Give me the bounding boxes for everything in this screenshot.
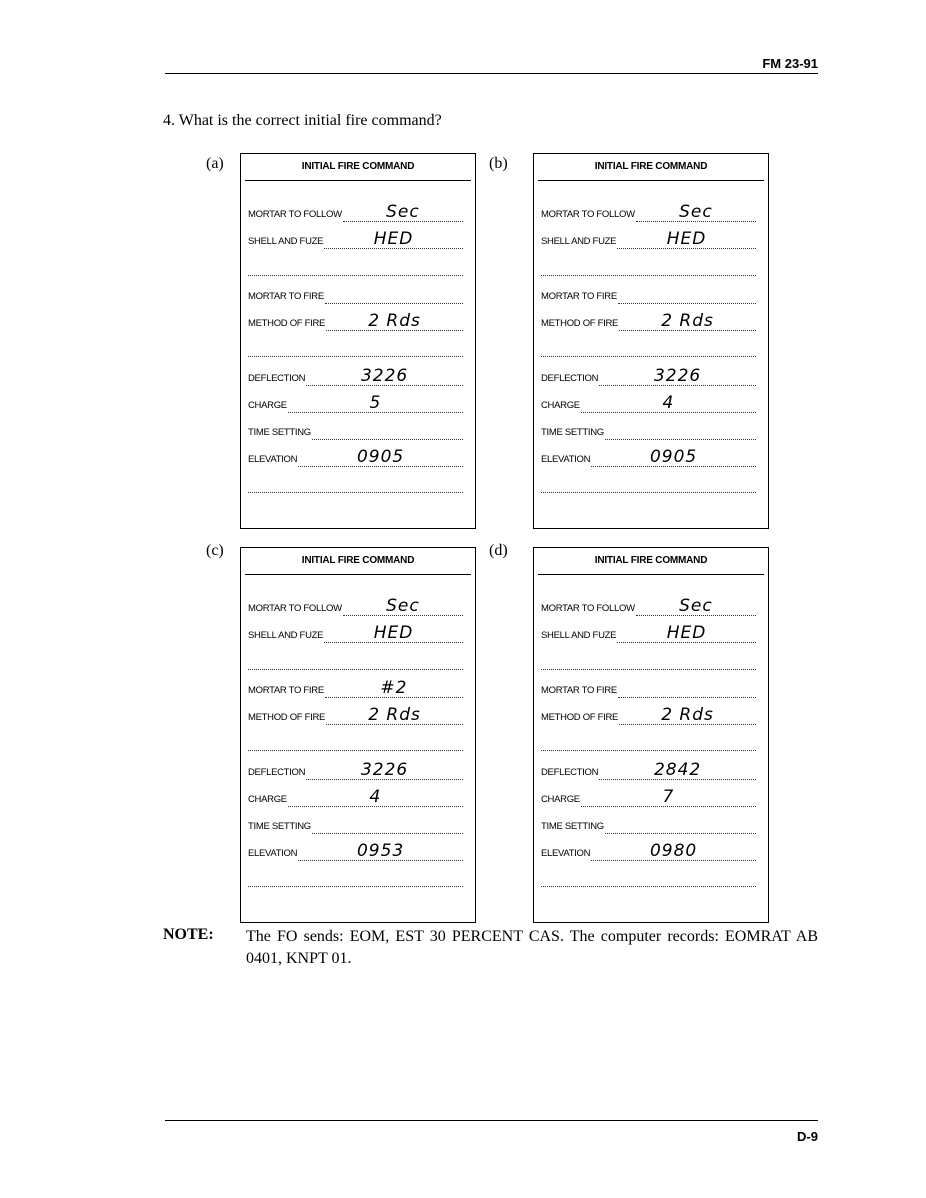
choice-letter-b: (b) [489,155,508,172]
handwritten-value: 3226 [360,760,409,780]
field-label: CHARGE [541,400,580,411]
handwritten-value: Sec [679,202,713,222]
charge-row [248,787,463,807]
handwritten-value: 4 [662,393,675,413]
shell-and-fuze-row [541,229,756,249]
handwritten-value: 0953 [356,841,405,861]
mortar-to-follow-row [248,596,463,616]
field-label: SHELL AND FUZE [248,236,324,247]
handwritten-value: 3226 [360,366,409,386]
choice-letter-c: (c) [206,542,224,559]
field-label: TIME SETTING [248,821,311,832]
elevation-row [541,447,756,467]
method-of-fire-row [248,311,463,331]
choice-letter-a: (a) [206,155,224,172]
separator-line [541,886,756,887]
field-label: METHOD OF FIRE [248,318,326,329]
method-of-fire-row [248,705,463,725]
field-label: MORTAR TO FIRE [541,291,617,302]
card-title: INITIAL FIRE COMMAND [538,548,764,575]
separator-line [248,750,463,751]
shell-and-fuze-row [248,623,463,643]
handwritten-value: 7 [662,787,675,807]
handwritten-value: 5 [369,393,382,413]
mortar-to-follow-row [248,202,463,222]
page-footer [165,1120,818,1144]
field-label: SHELL AND FUZE [541,630,617,641]
handwritten-value: HED [666,229,707,249]
mortar-to-follow-row [541,596,756,616]
handwritten-value: HED [666,623,707,643]
handwritten-value: #2 [380,678,408,698]
shell-and-fuze-row [541,623,756,643]
field-label: SHELL AND FUZE [248,630,324,641]
field-label: DEFLECTION [248,373,306,384]
field-label: MORTAR TO FIRE [248,291,324,302]
field-label: METHOD OF FIRE [541,712,619,723]
elevation-row [248,841,463,861]
mortar-to-fire-row [541,684,756,698]
method-of-fire-row [541,311,756,331]
handwritten-value: HED [373,229,414,249]
separator-line [248,669,463,670]
charge-row [541,393,756,413]
separator-line [541,669,756,670]
field-label: MORTAR TO FIRE [541,685,617,696]
card-title: INITIAL FIRE COMMAND [245,154,471,181]
field-label: TIME SETTING [248,427,311,438]
question-text: 4. What is the correct initial fire command? [163,112,442,129]
elevation-row [248,447,463,467]
time-setting-row [248,820,463,834]
field-label: CHARGE [541,794,580,805]
field-label: TIME SETTING [541,427,604,438]
note-label: NOTE: [163,926,214,943]
field-label: DEFLECTION [248,767,306,778]
handwritten-value: HED [373,623,414,643]
handwritten-value: 2 Rds [661,705,714,725]
handwritten-value: 2 Rds [368,311,421,331]
handwritten-value: Sec [386,596,420,616]
fire-command-card-b [533,153,769,529]
time-setting-row [541,426,756,440]
fire-command-card-a [240,153,476,529]
separator-line [248,275,463,276]
field-label: SHELL AND FUZE [541,236,617,247]
handwritten-value: 2842 [653,760,702,780]
separator-line [541,275,756,276]
time-setting-row [248,426,463,440]
handwritten-value: 2 Rds [661,311,714,331]
elevation-row [541,841,756,861]
mortar-to-fire-row [541,290,756,304]
mortar-to-fire-row [248,290,463,304]
fire-command-card-c [240,547,476,923]
note-text: The FO sends: EOM, EST 30 PERCENT CAS. The computer records: EOMRAT AB 0401, KNPT 01. [246,928,818,967]
page-number: D-9 [797,1129,818,1144]
time-setting-row [541,820,756,834]
handwritten-value: 0905 [356,447,405,467]
field-label: ELEVATION [248,454,298,465]
deflection-row [541,366,756,386]
separator-line [248,356,463,357]
handwritten-value: 0905 [649,447,698,467]
mortar-to-follow-row [541,202,756,222]
handwritten-value: Sec [679,596,713,616]
deflection-row [248,760,463,780]
field-label: MORTAR TO FOLLOW [541,603,635,614]
field-label: CHARGE [248,400,287,411]
field-label: ELEVATION [541,848,591,859]
deflection-row [541,760,756,780]
separator-line [248,492,463,493]
choice-letter-d: (d) [489,542,508,559]
separator-line [541,750,756,751]
field-label: DEFLECTION [541,767,599,778]
charge-row [541,787,756,807]
separator-line [248,886,463,887]
field-label: DEFLECTION [541,373,599,384]
charge-row [248,393,463,413]
field-label: METHOD OF FIRE [541,318,619,329]
shell-and-fuze-row [248,229,463,249]
mortar-to-fire-row [248,678,463,698]
card-title: INITIAL FIRE COMMAND [245,548,471,575]
document-id: FM 23-91 [762,56,818,71]
handwritten-value: 4 [369,787,382,807]
separator-line [541,492,756,493]
field-label: ELEVATION [541,454,591,465]
fire-command-card-d [533,547,769,923]
field-label: ELEVATION [248,848,298,859]
field-label: TIME SETTING [541,821,604,832]
field-label: MORTAR TO FOLLOW [248,603,342,614]
page-header [165,56,818,74]
field-label: MORTAR TO FIRE [248,685,324,696]
handwritten-value: 2 Rds [368,705,421,725]
field-label: CHARGE [248,794,287,805]
card-title: INITIAL FIRE COMMAND [538,154,764,181]
field-label: METHOD OF FIRE [248,712,326,723]
field-label: MORTAR TO FOLLOW [248,209,342,220]
handwritten-value: 3226 [653,366,702,386]
handwritten-value: Sec [386,202,420,222]
method-of-fire-row [541,705,756,725]
deflection-row [248,366,463,386]
separator-line [541,356,756,357]
handwritten-value: 0980 [649,841,698,861]
field-label: MORTAR TO FOLLOW [541,209,635,220]
